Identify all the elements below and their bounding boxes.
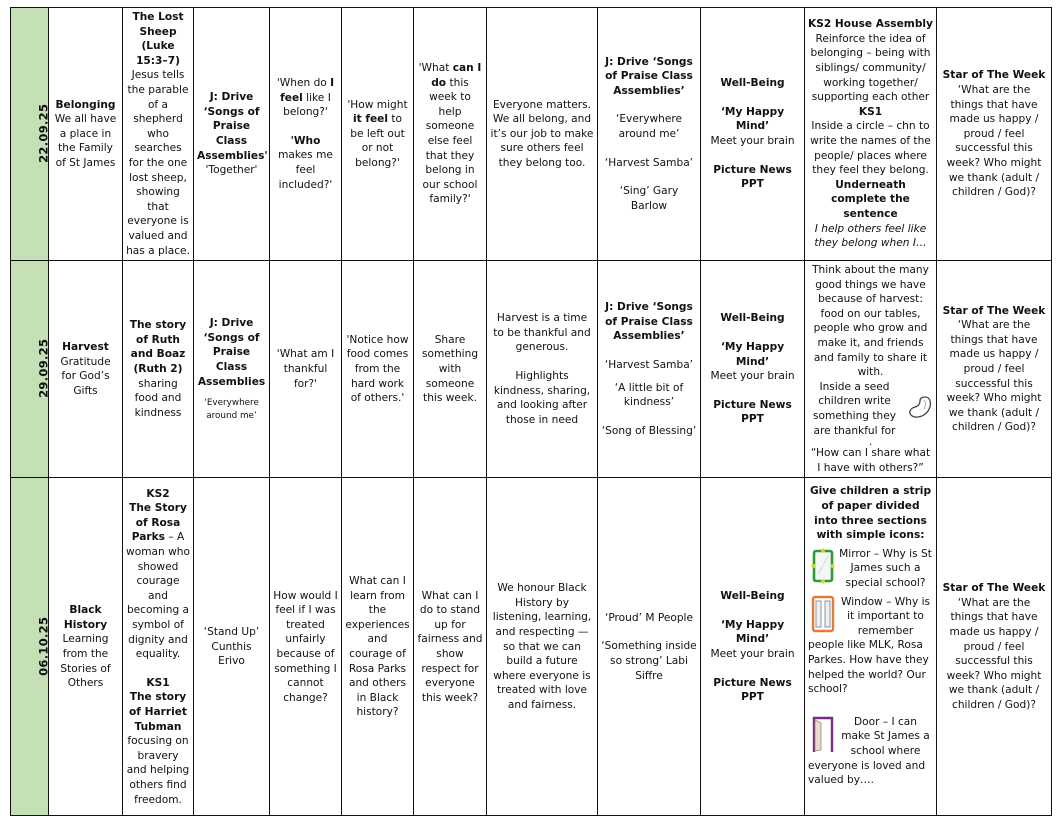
happy-mind-title: ‘My Happy Mind’: [720, 618, 785, 646]
wellbeing-cell: [701, 478, 805, 816]
message-cell: [487, 478, 598, 816]
activity-text: .: [868, 436, 873, 449]
story-title: The Story of Rosa Parks: [129, 502, 187, 544]
question-2-cell: [342, 8, 414, 261]
theme-cell: [49, 261, 123, 478]
message-cell: [487, 261, 598, 478]
q1-text: 'What am I thankful for?': [276, 348, 335, 390]
story-text: focusing on bravery and helping others find freedom.: [126, 735, 190, 806]
happy-mind-subtitle: Meet your brain: [710, 135, 795, 148]
key-stage-label: KS2: [146, 487, 170, 500]
song-cell: [194, 478, 270, 816]
question-1-cell: [270, 261, 342, 478]
theme-cell: [49, 8, 123, 261]
message-text: We honour Black History by listening, learning, and respecting — so that we can build a future where everyone is treated with love and fairness.: [492, 582, 592, 711]
window-icon: [808, 595, 838, 635]
activity-sentence-starter: I help others feel like they belong when I…: [814, 222, 927, 250]
story-title: The Lost Sheep (Luke 15:3–7): [132, 11, 184, 67]
star-text: ‘What are the things that have made us happy / proud / feel successful this week? Who might we thank (adult / children / God)?: [946, 596, 1042, 711]
star-text: ‘What are the things that have made us happy / proud / feel successful this week? Who might we thank (adult / children / God)?: [946, 319, 1042, 434]
activity-intro: Give children a strip of paper divided into three sections with simple icons:: [809, 485, 932, 542]
collective-worship-plan-table: [10, 7, 1052, 816]
happy-mind-subtitle: Meet your brain: [710, 370, 795, 383]
happy-mind-subtitle: Meet your brain: [710, 647, 795, 660]
worship-songs-cell: [598, 478, 701, 816]
picture-news: Picture News PPT: [713, 163, 792, 191]
star-of-week-cell: [937, 8, 1052, 261]
q1-text: 'When do: [276, 76, 331, 89]
table-row: [11, 8, 1052, 261]
song-title: ‘Everywhere around me’: [204, 398, 259, 421]
picture-news: Picture News PPT: [713, 398, 792, 426]
theme-cell: [49, 478, 123, 816]
worship-source: J: Drive ‘Songs of Praise Class Assemblies’: [605, 301, 693, 343]
story-title: The story of Harriet Tubman: [129, 691, 187, 733]
question-3-cell: [414, 478, 487, 816]
star-of-week-cell: [937, 478, 1052, 816]
window-prompt: Window – Why is it important to remember: [840, 595, 931, 637]
window-prompt: people like MLK, Rosa Parkes. How have they helped the world? Our school?: [808, 639, 929, 696]
q1-text: like I belong?': [283, 91, 331, 119]
q3-text: What can I do to stand up for fairness and show respect for everyone this week?: [417, 589, 483, 704]
worship-song: ‘Harvest Samba’: [604, 156, 694, 169]
q3-text: this week to help someone else feel that they belong in our school family?': [422, 76, 478, 206]
worship-song: ‘Proud’ M People: [604, 611, 694, 624]
q2-emphasis: it feel: [352, 113, 388, 126]
message-text: Harvest is a time to be thankful and generous.: [493, 312, 591, 354]
q1-text: How would I feel if I was treated unfairly because of something I cannot change?: [273, 589, 338, 704]
worship-songs-cell: [598, 8, 701, 261]
worship-song: ‘Everywhere around me’: [615, 113, 682, 141]
story-cell: [123, 8, 194, 261]
story-text: – A woman who showed courage and becoming a symbol of dignity and equality.: [126, 531, 190, 661]
activity-heading: KS2 House Assembly: [808, 18, 933, 31]
worship-song: ‘Sing’ Gary Barlow: [619, 185, 679, 212]
song-title: 'Together': [205, 164, 258, 177]
worship-song: ‘A little bit of kindness’: [614, 381, 684, 409]
theme-title: Black History: [63, 604, 108, 631]
activity-text: Inside a circle – chn to write the names of the people/ places where they feel they belong.: [810, 120, 931, 177]
key-stage-label: KS1: [146, 676, 170, 689]
star-text: ‘What are the things that have made us happy / proud / feel successful this week? Who might we thank (adult / children / God)?: [946, 83, 1042, 199]
question-3-cell: [414, 8, 487, 261]
table-row: [11, 478, 1052, 816]
song-source: J: Drive ‘Songs of Praise Class Assemblies': [197, 91, 268, 162]
door-icon: [808, 715, 838, 755]
story-text: sharing food and kindness: [134, 377, 182, 419]
q2-text: 'How might: [347, 98, 408, 111]
question-2-cell: [342, 261, 414, 478]
song-cell: [194, 8, 270, 261]
activity-cell: [805, 478, 937, 816]
q2-text: 'Notice how food comes from the hard work of others.': [346, 333, 409, 405]
star-of-week-cell: [937, 261, 1052, 478]
theme-title: Belonging: [55, 98, 116, 111]
activity-cell: [805, 261, 937, 478]
date-cell: [11, 478, 49, 816]
star-title: Star of The Week: [942, 582, 1046, 595]
activity-text: Think about the many good things we have because of harvest: food on our tables, people who grow and make it, and friends and family to share it with.: [812, 264, 929, 379]
song-cell: [194, 261, 270, 478]
activity-question: “How can I share what I have with others?”: [810, 447, 931, 474]
question-1-cell: [270, 8, 342, 261]
wellbeing-title: Well-Being: [720, 312, 785, 325]
q2-text: to be left out or not belong?': [350, 113, 405, 169]
wellbeing-title: Well-Being: [720, 77, 785, 90]
activity-heading: Underneath complete the sentence: [831, 178, 910, 221]
wellbeing-cell: [701, 261, 805, 478]
q2-text: What can I learn from the experiences and courage of Rosa Parks and others in Black history?: [345, 574, 410, 719]
theme-title: Harvest: [62, 341, 109, 354]
theme-subtitle: Gratitude for God’s Gifts: [60, 355, 111, 397]
wellbeing-cell: [701, 8, 805, 261]
question-2-cell: [342, 478, 414, 816]
question-3-cell: [414, 261, 487, 478]
story-title: The story of Ruth and Boaz (Ruth 2): [129, 319, 187, 375]
q3-text: 'What: [418, 62, 453, 75]
message-cell: [487, 8, 598, 261]
happy-mind-title: ‘My Happy Mind’: [720, 105, 785, 133]
song-source: J: Drive ‘Songs of Praise Class Assemblies: [197, 317, 266, 388]
q1-emphasis: 'Who: [290, 134, 321, 147]
happy-mind-title: ‘My Happy Mind’: [720, 341, 785, 368]
q3-text: Share something with someone this week.: [421, 333, 479, 405]
theme-subtitle: We all have a place in the Family of St James: [54, 113, 117, 169]
story-cell: [123, 261, 194, 478]
message-text: Everyone matters. We all belong, and it’s our job to make sure others feel they belong too.: [490, 98, 594, 169]
worship-songs-cell: [598, 261, 701, 478]
worship-song: ‘Something inside so strong’ Labi Siffre: [601, 640, 697, 682]
bean-seed-icon: [907, 394, 933, 425]
worship-song: ‘Harvest Samba’: [604, 358, 694, 371]
mirror-prompt: Mirror – Why is St James such a special school?: [839, 547, 932, 589]
table-row: [11, 261, 1052, 478]
week-date: 29.09.25: [36, 339, 51, 399]
activity-text: Reinforce the idea of belonging – being with siblings/ community/ working together/ supporting each other: [810, 32, 931, 104]
picture-news: Picture News PPT: [713, 676, 792, 704]
date-cell: [11, 8, 49, 261]
star-title: Star of The Week: [942, 69, 1046, 82]
activity-text: Inside a seed children write something they are thankful for: [812, 380, 897, 437]
story-text: Jesus tells the parable of a shepherd who searches for the one lost sheep, showing that everyone is valued and has a place.: [126, 69, 190, 257]
activity-heading: KS1: [858, 105, 883, 118]
worship-source: J: Drive ‘Songs of Praise Class Assemblies’: [605, 55, 693, 97]
worship-song: ‘Song of Blessing’: [601, 424, 697, 437]
q1-emphasis: I feel: [280, 76, 335, 104]
theme-subtitle: Learning from the Stories of Others: [60, 633, 111, 690]
story-cell: [123, 478, 194, 816]
star-title: Star of The Week: [942, 304, 1046, 317]
message-text: Highlights kindness, sharing, and looking after those in need: [493, 369, 591, 426]
activity-cell: [805, 8, 937, 261]
q1-text: makes me feel included?': [278, 149, 333, 191]
mirror-icon: [808, 547, 838, 587]
week-date: 22.09.25: [36, 103, 51, 164]
week-date: 06.10.25: [36, 616, 51, 676]
q3-emphasis: can I do: [431, 62, 482, 89]
song-title: ‘Stand Up’ Cunthis Erivo: [203, 626, 260, 668]
door-prompt: everyone is loved and valued by….: [808, 759, 926, 787]
wellbeing-title: Well-Being: [720, 590, 785, 603]
date-cell: [11, 261, 49, 478]
question-1-cell: [270, 478, 342, 816]
door-prompt: Door – I can make St James a school where: [841, 715, 930, 757]
